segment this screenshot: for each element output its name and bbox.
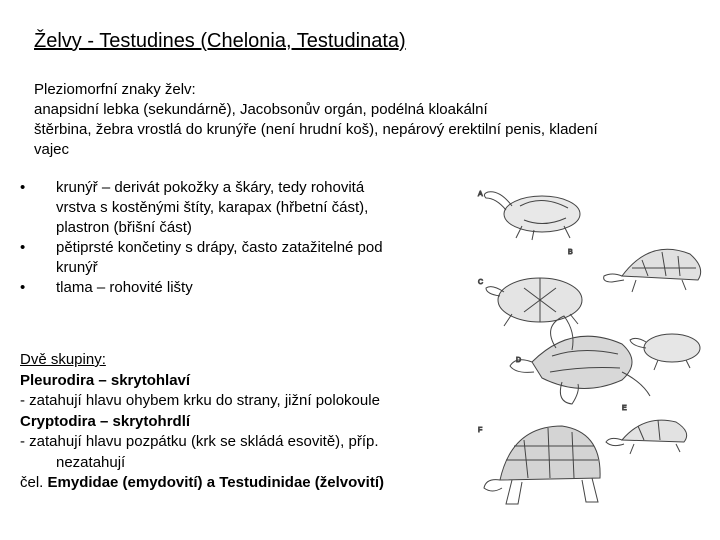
turtle-illustration — [472, 176, 720, 520]
figure-label: B — [568, 249, 573, 256]
turtle-sketch-e — [606, 405, 687, 454]
pleurodira-heading: Pleurodira – skrytohlaví — [20, 371, 191, 389]
bullet-item — [20, 238, 450, 278]
figure-label: A — [478, 191, 483, 198]
bullet-line: vrstva s kostěnými štíty, karapax (hřbetní část), — [56, 199, 369, 216]
bullet-list — [20, 178, 450, 298]
bullet-symbol: • — [20, 179, 26, 196]
intro-heading: Pleziomorfní znaky želv: — [34, 81, 196, 98]
cryptodira-description: - zatahují hlavu pozpátku (krk se skládá esovitě), příp. — [20, 433, 379, 450]
bullet-line: plastron (břišní část) — [56, 219, 192, 236]
bullet-item — [20, 178, 450, 238]
pleurodira-description: - zatahují hlavu ohybem krku do strany, jižní polokoule — [20, 392, 380, 409]
bullet-item — [20, 278, 450, 298]
turtle-sketch-a — [478, 191, 580, 240]
bullet-line: tlama – rohovité lišty — [56, 279, 193, 296]
intro-line: štěrbina, žebra vrostlá do krunýře (není hrudní koš), nepárový erektilní penis, kladení — [34, 121, 598, 138]
bullet-symbol: • — [20, 279, 26, 296]
bullet-line: krunýř – derivát pokožky a škáry, tedy rohovitá — [56, 179, 365, 196]
families-line — [20, 473, 470, 494]
bullet-line: krunýř — [56, 259, 98, 276]
slide-title: Želvy - Testudines (Chelonia, Testudinata) — [34, 30, 406, 52]
figure-label: C — [478, 279, 484, 286]
intro-line: anapsidní lebka (sekundárně), Jacobsonův orgán, podélná kloakální — [34, 101, 488, 118]
bullet-line: pětiprsté končetiny s drápy, často zatažitelné pod — [56, 239, 383, 256]
bullet-symbol: • — [20, 239, 26, 256]
turtle-sketch-d — [510, 316, 700, 404]
cryptodira-heading: Cryptodira – skrytohrdlí — [20, 412, 191, 430]
figure-label: E — [622, 405, 627, 412]
turtle-sketches — [472, 176, 720, 520]
intro-line: vajec — [34, 141, 70, 158]
groups-block — [20, 350, 470, 494]
turtle-sketch-b — [568, 249, 701, 292]
groups-heading: Dvě skupiny: — [20, 351, 106, 368]
families-names: Emydidae (emydovití) a Testudinidae (želvovití) — [47, 474, 384, 491]
cryptodira-description-cont: nezatahují — [56, 453, 126, 471]
figure-label: F — [478, 427, 483, 434]
figure-label: D — [516, 357, 522, 364]
families-prefix: čel. — [20, 474, 48, 491]
turtle-sketch-f — [478, 426, 600, 504]
intro-block — [34, 80, 718, 160]
